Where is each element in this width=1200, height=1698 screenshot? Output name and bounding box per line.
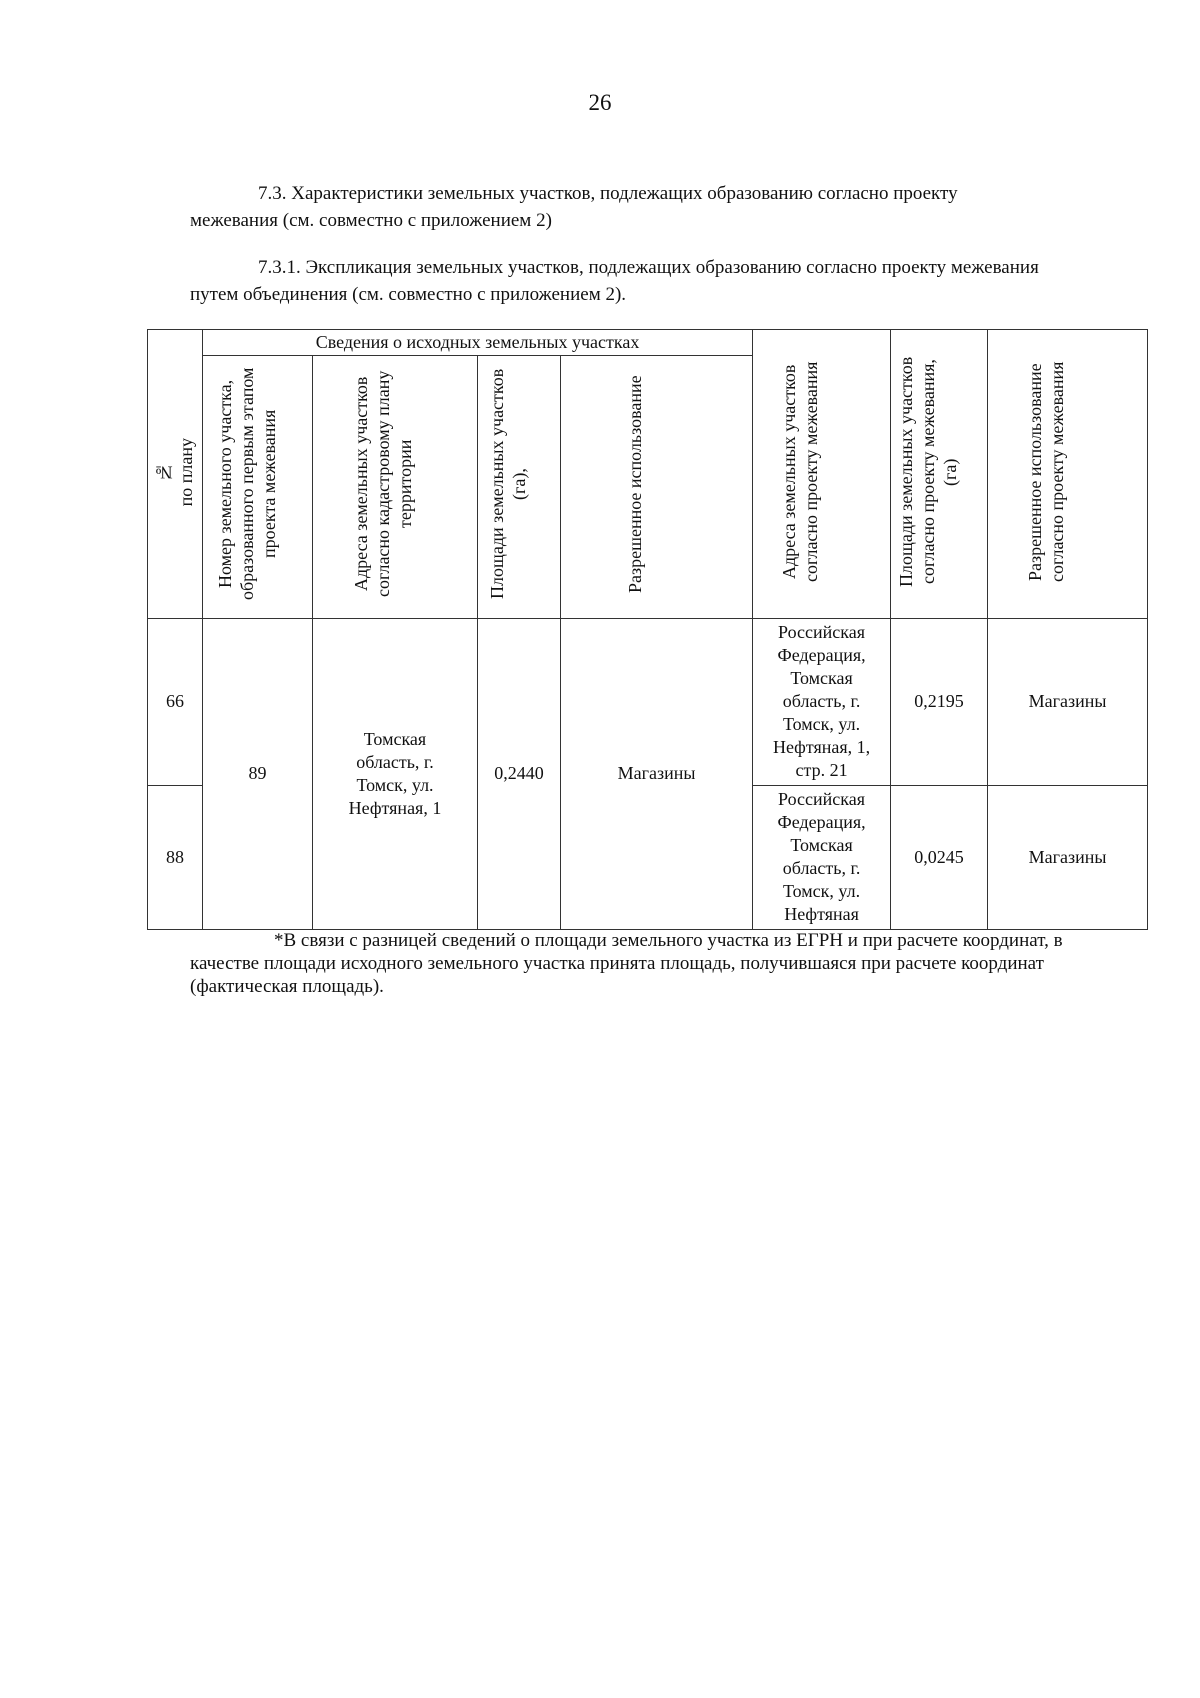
table-row	[148, 618, 1148, 785]
new-use: Магазины	[988, 618, 1148, 785]
header-new-area-text: Площади земельных участков согласно проекту межевания, (га)	[896, 356, 961, 587]
header-new-address-text: Адреса земельных участков согласно проекту межевания	[778, 361, 821, 583]
section-7-3-1-heading	[190, 254, 1050, 308]
header-no-text: № по плану	[154, 437, 196, 507]
section-7-3-heading	[190, 180, 1050, 234]
header-source-use-text: Разрешенное использование	[624, 374, 645, 593]
header-source-address	[313, 355, 478, 618]
source-area: 0,2440	[478, 618, 561, 929]
new-address: Российская Федерация, Томская область, г. Томск, ул. Нефтяная, 1, стр. 21	[753, 618, 891, 785]
new-use: Магазины	[988, 786, 1148, 930]
new-address: Российская Федерация, Томская область, г. Томск, ул. Нефтяная	[753, 786, 891, 930]
header-source-group: Сведения о исходных земельных участках	[203, 330, 753, 356]
header-source-address-text: Адреса земельных участков согласно кадастровому плану территории	[351, 370, 415, 597]
row-no: 88	[148, 786, 203, 930]
header-new-use	[988, 330, 1148, 619]
section-7-3-1-text: 7.3.1. Экспликация земельных участков, подлежащих образованию согласно проекту межевания путем объединения (см. совместно с приложением 2).	[190, 257, 1039, 305]
source-use: Магазины	[561, 618, 753, 929]
header-new-area	[891, 330, 988, 619]
new-area: 0,2195	[891, 618, 988, 785]
header-source-area	[478, 355, 561, 618]
explication-table	[147, 329, 1148, 930]
header-source-use	[561, 355, 753, 618]
row-no: 66	[148, 618, 203, 785]
section-7-3-text: 7.3. Характеристики земельных участков, подлежащих образованию согласно проекту межевания (см. совместно с приложением 2)	[190, 183, 958, 231]
source-number: 89	[203, 618, 313, 929]
header-source-number-text: Номер земельного участка, образованного первым этапом проекта межевания	[214, 367, 279, 600]
header-no	[148, 330, 203, 619]
header-source-number	[203, 355, 313, 618]
footnote	[190, 929, 1090, 998]
header-new-address	[753, 330, 891, 619]
header-source-area-text: Площади земельных участков (га),	[487, 368, 529, 599]
source-address: Томская область, г. Томск, ул. Нефтяная, 1	[313, 618, 478, 929]
page-number: 26	[588, 90, 612, 115]
header-new-use-text: Разрешенное использование согласно проекту межевания	[1024, 361, 1067, 583]
footnote-text: *В связи с разницей сведений о площади земельного участка из ЕГРН и при расчете координат, в качестве площади исходного земельного участка принята площадь, получившаяся при расчете координат (фактическая площадь).	[190, 930, 1063, 997]
new-area: 0,0245	[891, 786, 988, 930]
